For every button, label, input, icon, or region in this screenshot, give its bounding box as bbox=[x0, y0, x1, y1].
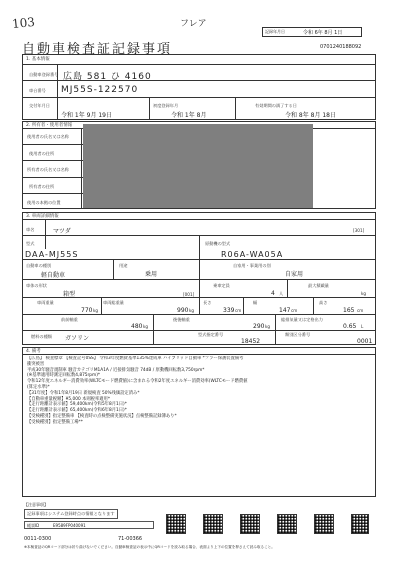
form-id-box bbox=[24, 521, 154, 529]
remarks-title: 4. 備考 bbox=[26, 349, 41, 354]
length-value: 339 bbox=[223, 307, 235, 314]
rear-axle-value: 290 bbox=[253, 323, 265, 330]
width-unit: cm bbox=[291, 308, 298, 313]
footer-code-left: 0011-0300 bbox=[24, 536, 52, 542]
remarks-line: 【走行距離計表示値】65,400km(令和6年8月1日)* bbox=[27, 408, 127, 414]
classification-label: 類別区分番号 bbox=[285, 332, 311, 337]
remarks-section bbox=[22, 347, 376, 497]
handwritten-car-name: フレア bbox=[180, 19, 207, 29]
remarks-line: (算定水準)* bbox=[27, 384, 50, 390]
maker-label: 車名 bbox=[26, 227, 35, 232]
base-location-label: 使用の本拠の位置 bbox=[27, 200, 61, 205]
qr-code bbox=[203, 514, 223, 534]
width-value: 147 bbox=[279, 307, 291, 314]
record-date-label: 記録年月日 bbox=[265, 29, 285, 34]
qr-code bbox=[240, 514, 260, 534]
remarks-line: 衝突被害 bbox=[27, 361, 45, 367]
model-value: DAA-MJ55S bbox=[25, 250, 79, 259]
rear-axle-unit: kg bbox=[265, 324, 271, 329]
first-registration-value: 令和 1年 8月 bbox=[171, 112, 207, 119]
engine-label: 原動機の型式 bbox=[205, 241, 231, 246]
remarks-line: 【受検種別】指定整備工場** bbox=[27, 419, 83, 425]
business-value: 自家用 bbox=[285, 271, 304, 278]
expiry-label: 有効期間の満了する日 bbox=[255, 103, 297, 108]
use-value: 乗用 bbox=[145, 271, 158, 278]
user-name-label: 使用者の氏名又は名称 bbox=[27, 134, 69, 139]
length-label: 長さ bbox=[203, 300, 212, 305]
qr-code bbox=[314, 514, 334, 534]
form-id-value: E9589FP040091 bbox=[53, 522, 86, 528]
rear-axle-label: 後後軸重 bbox=[173, 317, 190, 322]
height-label: 高さ bbox=[319, 300, 328, 305]
basic-info-title: 1. 基本情報 bbox=[26, 57, 50, 62]
issue-date-label: 交付年月日 bbox=[29, 103, 50, 108]
registration-label: 自動車登録番号 bbox=[29, 72, 59, 77]
footer-code-right: 71-00366 bbox=[118, 536, 143, 542]
displacement-value: 0.65 bbox=[343, 323, 357, 330]
capacity-value: 4 bbox=[271, 290, 275, 297]
fuel-value: ガソリン bbox=[65, 335, 90, 342]
notice-label: 【注意事項】 bbox=[24, 502, 48, 507]
capacity-unit: 人 bbox=[279, 291, 284, 296]
maker-code: [301] bbox=[353, 228, 365, 233]
qr-code bbox=[166, 514, 186, 534]
gross-weight-label: 車両総重量 bbox=[103, 300, 124, 305]
vehicle-detail-title: 3. 車両詳細情報 bbox=[26, 214, 59, 219]
vehicle-weight-value: 770 bbox=[81, 307, 93, 314]
record-date-box bbox=[262, 27, 362, 37]
height-value: 165 bbox=[343, 307, 355, 314]
remarks-line: 【広島】 検査標章 【検査記号0SS】 令和3年度燃費基準135%達成車 ハイブリッド自動車 *フラー保護装置備考 bbox=[27, 356, 244, 361]
basic-info-section bbox=[22, 54, 376, 120]
redacted-block bbox=[83, 124, 313, 208]
issue-date-value: 令和 1年 9月 19日 bbox=[61, 112, 112, 119]
length-unit: cm bbox=[235, 308, 242, 313]
chassis-label: 車台番号 bbox=[29, 88, 46, 93]
body-shape-value: 箱型 bbox=[63, 291, 76, 298]
vehicle-weight-label: 車両重量 bbox=[37, 300, 54, 305]
fuel-label: 燃料の種類 bbox=[31, 334, 52, 339]
record-date-value: 令和 6年 8月 1日 bbox=[303, 29, 343, 36]
vehicle-type-value: 軽自動車 bbox=[41, 272, 66, 279]
remarks-line: 平成30年騒音規制車 騒音カテゴリM1A1A / 近接排気騒音 74dB / 原動機回転数3,750rpm* bbox=[27, 367, 205, 373]
registration-number: 広島 581 ひ 4160 bbox=[63, 72, 152, 82]
engine-value: R06A-WA05A bbox=[221, 250, 284, 259]
owner-address-label: 所有者の住所 bbox=[29, 184, 55, 189]
chassis-number: MJ55S-122570 bbox=[61, 85, 139, 95]
max-load-unit: kg bbox=[361, 291, 367, 296]
remarks-line: 【走行距離計表示値】59,400km(令和5年8月1日)* bbox=[27, 402, 127, 408]
page-title: 自動車検査証記録事項 bbox=[22, 42, 173, 57]
use-label: 用途 bbox=[119, 263, 128, 268]
displacement-label: 総排気量又は定格出力 bbox=[281, 317, 323, 322]
qr-code bbox=[351, 514, 369, 534]
footer-disclaimer: ※本検査証のQRコード部分は折り曲げないでください。自動車検査証の表示中にQRコードを読み取る場合、表面より上下の位置を押さえて読み取ること。 bbox=[24, 545, 275, 549]
model-label: 型式 bbox=[26, 241, 35, 246]
expiry-value: 令和 8年 8月 18日 bbox=[285, 112, 336, 119]
classification-value: 0001 bbox=[357, 338, 373, 345]
maker-value: マツダ bbox=[53, 228, 71, 235]
owner-user-title: 2. 所有者・使用者情報 bbox=[26, 123, 73, 128]
first-registration-label: 初度登録年月 bbox=[153, 103, 179, 108]
owner-name-label: 所有者の氏名又は名称 bbox=[27, 167, 69, 172]
remarks-line: 【31年度】令和1年8月19日 新規検査 50%残価設定済み* bbox=[27, 390, 140, 396]
type-designation-label: 型式指定番号 bbox=[198, 332, 224, 337]
front-axle-value: 480 bbox=[131, 323, 143, 330]
document-number: 0701240188092 bbox=[320, 44, 362, 50]
notice-text: 記録事項はシステム登録時点の情報となります bbox=[24, 509, 118, 519]
height-unit: cm bbox=[357, 308, 364, 313]
user-address-label: 使用者の住所 bbox=[29, 151, 55, 156]
qr-code bbox=[277, 514, 297, 534]
front-axle-unit: kg bbox=[143, 324, 149, 329]
business-label: 自家用・事業用の別 bbox=[233, 263, 271, 268]
vehicle-weight-unit: kg bbox=[93, 308, 99, 313]
type-designation-value: 18452 bbox=[241, 338, 261, 345]
remarks-line: 令和12年度エネルギー消費効率(WLTCモード燃費値)に含まれる令和2年度エネルギー消費効率(WLTCモード燃費値 bbox=[27, 379, 248, 385]
remarks-line: (※基準適用時測定回転数4,875rpm)* bbox=[27, 373, 101, 379]
gross-weight-unit: kg bbox=[189, 308, 195, 313]
owner-user-section bbox=[22, 121, 376, 209]
remarks-line: 【受検種別】指定整備車 【検査時の点検整備実施状況】点検整備記録簿あり* bbox=[27, 413, 177, 419]
max-load-label: 最大積載量 bbox=[308, 283, 329, 288]
handwritten-number: 103 bbox=[11, 14, 36, 32]
body-shape-label: 車体の形状 bbox=[26, 283, 47, 288]
width-label: 幅 bbox=[253, 300, 258, 305]
vehicle-detail-section bbox=[22, 212, 376, 345]
gross-weight-value: 990 bbox=[177, 307, 189, 314]
body-shape-code: [001] bbox=[183, 292, 195, 297]
form-id-label: 帳票ID bbox=[27, 522, 40, 528]
capacity-label: 乗車定員 bbox=[213, 283, 230, 288]
vehicle-type-label: 自動車の種別 bbox=[26, 263, 52, 268]
front-axle-label: 前前軸重 bbox=[61, 317, 78, 322]
remarks-line: 【自動車重量税額】¥5,000 本則税率適用* bbox=[27, 396, 111, 402]
displacement-unit: L bbox=[361, 324, 364, 329]
